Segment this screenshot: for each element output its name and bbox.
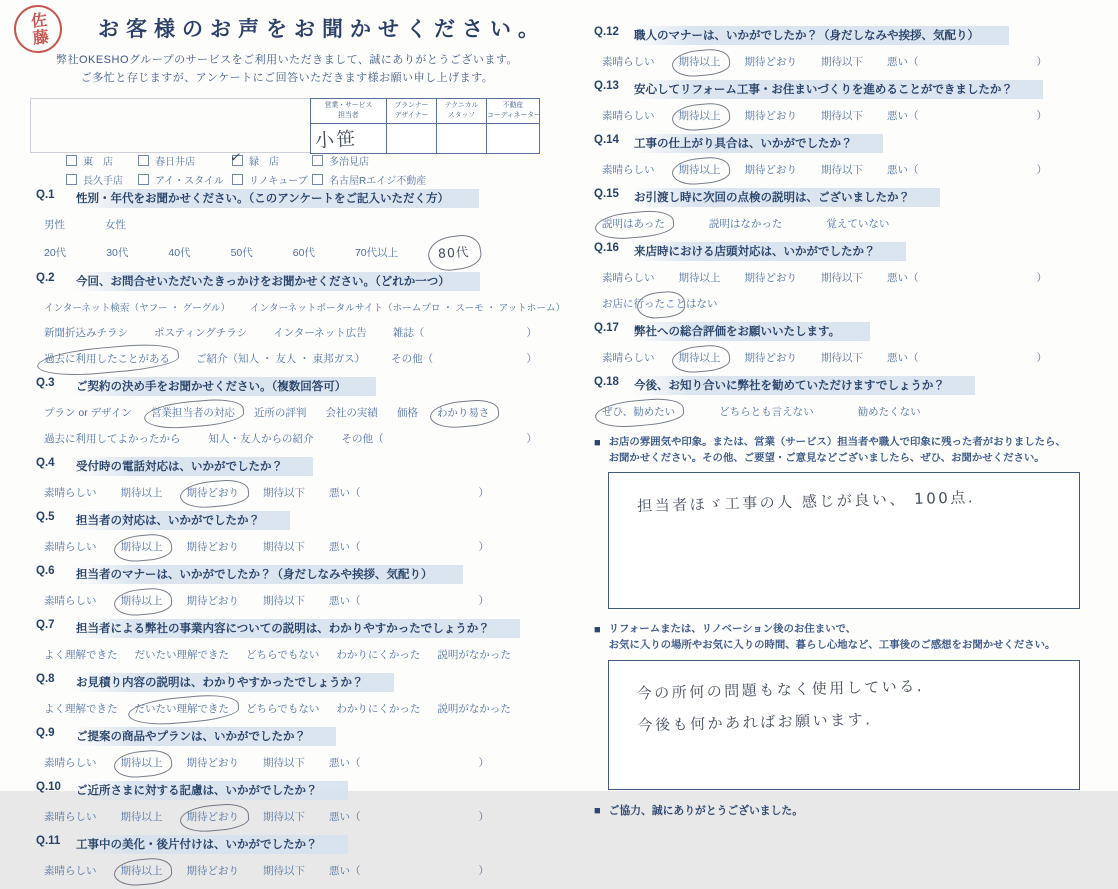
close-paren: ） [478,811,489,823]
option-label: わかりにくかった [336,649,421,661]
store-label: リノキューブ [249,176,308,187]
intro-line-1: 弊社OKESHOグループのサービスをご利用いただきまして、誠にありがとうございます。 [55,54,519,66]
question-heading [594,376,1099,395]
option-row [36,701,541,716]
handwritten-line: 担当者ほゞ工事の人 感じが良い、 100点. [636,488,976,516]
comment-box [608,472,1080,609]
question-heading [36,835,541,854]
question-title: 工事中の美化・後片付けは、いかがでしたか？ [74,835,348,854]
option-label: 女性 [105,219,126,231]
comment-prompt-line: お聞かせください。その他、ご要望・ご意見などございましたら、ぜひ、お聞かせください。 [608,453,1045,465]
close-paren: ） [478,865,489,877]
option-row [36,300,566,314]
question-block [36,835,541,878]
option-label: 期待どおり [186,541,239,553]
option-label: 説明はなかった [708,218,783,230]
close-paren: ） [526,433,537,445]
question-title: 受付時の電話対応は、いかがでしたか？ [74,457,313,476]
option-row [36,755,541,770]
option-label: 50代 [230,246,253,259]
option-label: 悪い（ [329,811,361,823]
store-checkbox [232,174,243,185]
question-number: Q.17 [594,322,619,334]
question-block [36,457,541,500]
question-block [36,272,566,366]
option-label: 期待どおり [744,352,797,364]
pen-circle-mark: 期待以上 [678,110,721,122]
question-block [36,565,541,608]
store-checkbox [138,174,149,185]
option-label: ご紹介（知人 ・ 友人 ・ 東邦ガス） [196,353,366,365]
option-label: 期待以上 [678,272,721,284]
option-row [594,296,1099,311]
store-option [312,172,426,187]
option-label: 悪い（ [887,110,919,122]
option-label: 40代 [168,246,191,259]
staff-header-line: 担当者 [338,112,359,120]
question-block [36,673,541,716]
pen-circle-mark: 期待以上 [678,56,721,68]
option-label: インターネット広告 [273,327,367,339]
option-label: 期待どおり [186,595,239,607]
question-number: Q.7 [36,619,55,631]
comment-prompt-lines [609,622,1056,654]
question-heading [594,242,1099,261]
option-label: 近所の評判 [253,407,307,419]
option-label: 期待以下 [821,110,863,122]
question-title: 今回、お問合せいただいたきっかけをお聞かせください。（どれか一つ） [74,272,480,291]
handwritten-staff-name: 小笹 [314,127,358,153]
question-block [594,188,1099,231]
question-number: Q.11 [36,835,61,847]
option-row [594,350,1099,365]
section-bullet: ■ [594,624,601,637]
option-row [594,270,1099,285]
staff-column-value [437,124,486,153]
pen-circle-mark: 期待以上 [120,595,163,607]
option-label: その他（ [341,433,384,445]
comment-prompt-line: お店の雰囲気や印象。または、営業（サービス）担当者や職人で印象に残った者がおりましたら、 [608,437,1066,448]
question-heading [36,565,541,584]
handwritten-comment [608,656,935,741]
question-heading [36,673,541,692]
pen-circle-mark: 80代 [437,244,470,261]
store-row [66,153,426,168]
option-row [36,351,541,366]
staff-column-header [311,99,386,124]
pen-circle-mark: ったこ [644,298,676,310]
question-block [594,80,1099,123]
option-label: 期待どおり [744,272,797,284]
staff-column-header [387,99,436,124]
pen-circle-mark: 過去に利用したことがある [44,353,170,365]
question-title: ご提案の商品やプランは、いかがでしたか？ [74,727,336,746]
option-label: 60代 [292,246,315,259]
staff-column-value [311,124,386,153]
staff-column-value [387,124,436,153]
question-block [36,619,541,662]
staff-column-header [437,99,486,124]
option-label: 素晴らしい [602,272,655,284]
option-label: 期待どおり [744,164,797,176]
option-label: 雑誌（ [392,327,425,339]
question-number: Q.3 [36,377,55,389]
store-label: 長久手店 [83,176,123,187]
close-paren: ） [1036,56,1047,68]
question-heading [36,457,541,476]
option-label: 期待以下 [821,352,863,364]
option-label: どちらでもない [246,703,320,715]
option-row [594,216,1099,231]
handwritten-line: 今後も何かあればお願います. [637,709,873,734]
question-number: Q.9 [36,727,55,739]
question-number: Q.2 [36,272,55,284]
option-label: 素晴らしい [44,811,97,823]
pen-circle-mark: ぜひ、勧めたい [602,406,676,418]
store-option [232,172,312,187]
option-label: 期待以上 [120,487,163,499]
question-number: Q.1 [36,189,55,201]
option-row [594,162,1099,177]
store-label: 緑 店 [249,157,279,168]
option-label: 悪い（ [329,595,361,607]
option-row [36,325,541,340]
question-title: お引渡し時に次回の点検の説明は、ございましたか？ [632,188,940,207]
store-option [138,172,232,187]
question-title: 安心してリフォーム工事・お住まいづくりを進めることができましたか？ [632,80,1043,99]
store-option [232,153,312,168]
close-paren: ） [1036,272,1047,284]
option-label: 期待どおり [186,757,239,769]
option-label: インターネットポータルサイト（ホームプロ ・ スーモ ・ アットホーム） [250,303,566,314]
question-heading [594,80,1099,99]
comment-prompt-lines [609,435,1066,467]
option-label: 期待以下 [263,595,305,607]
question-number: Q.5 [36,511,55,523]
option-label: 素晴らしい [44,541,97,553]
store-option [138,153,232,168]
comment-prompt [594,622,1099,654]
pen-circle-mark: 期待どおり [186,487,239,499]
store-label: 春日井店 [155,157,195,168]
option-label: 説明がなかった [437,703,511,715]
intro-line-2: ご多忙と存じますが、アンケートにご回答いただきます様お願い申し上げます。 [80,71,494,84]
option-label: 会社の実績 [325,407,378,419]
pen-circle-mark: 期待以上 [678,352,721,364]
question-heading [36,727,541,746]
store-checkbox [312,174,323,185]
staff-header-line: スタッフ [447,112,476,120]
pen-circle-mark: 期待以上 [120,541,163,553]
pen-circle-mark: 期待どおり [186,811,239,823]
close-paren: ） [478,757,489,769]
question-title: 弊社への総合評価をお願いいたします。 [632,322,870,341]
option-label: 悪い（ [887,352,919,364]
close-paren: ） [478,541,489,553]
handwritten-line: 今の所何の問題もなく使用している. [636,676,925,703]
option-label: 期待どおり [744,56,797,68]
option-label: だいたい理解できた [134,649,229,661]
option-label: 知人・友人からの紹介 [208,433,314,445]
option-label: インターネット検索（ヤフー ・ グーグル） [44,303,231,314]
option-label: 素晴らしい [44,865,97,877]
comment-prompt-line: お気に入りの場所やお気に入りの時間、暮らし心地など、工事後のご感想をお聞かせください。 [608,640,1056,652]
comment-section [594,622,1099,789]
question-number: Q.15 [594,188,619,200]
option-row [594,108,1099,123]
store-row [66,172,426,187]
option-row [36,809,541,824]
option-row [36,539,541,554]
hanko-stamp-seal: 佐藤 [12,3,65,56]
option-label: 悪い（ [887,56,919,68]
staff-column-header [487,99,539,124]
question-heading [36,781,541,800]
pen-circle-mark: だいたい理解できた [134,703,229,715]
close-paren: ） [1036,110,1047,122]
pen-circle-mark: 説明はあった [602,218,665,230]
option-row [594,404,1099,419]
option-label: 素晴らしい [602,352,655,364]
closing-text: ご協力、誠にありがとうございました。 [608,804,803,817]
store-checkbox [66,174,77,185]
option-row [36,647,541,662]
option-text: お店に行 [602,298,644,310]
option-label: どちらでもない [246,649,320,661]
option-label: 期待以下 [263,865,305,877]
question-block [594,376,1099,419]
option-label: 素晴らしい [44,595,97,607]
option-label: 男性 [44,219,65,231]
store-option [312,153,426,168]
question-number: Q.4 [36,457,55,469]
option-label: 価格 [396,407,418,419]
close-paren: ） [526,327,537,339]
option-label: 期待以下 [263,487,305,499]
option-row [36,405,541,420]
question-number: Q.12 [594,26,619,38]
option-label [602,296,718,311]
question-title: 担当者のマナーは、いかがでしたか？（身だしなみや挨拶、気配り） [74,565,463,584]
question-heading [36,189,541,208]
question-block [36,377,541,446]
option-label: 期待以下 [821,164,863,176]
handwritten-comment [608,468,985,523]
option-label: 悪い（ [329,757,361,769]
question-block [36,781,541,824]
store-option [66,172,138,187]
close-paren: ） [526,353,537,365]
option-label: 期待以下 [263,757,305,769]
question-heading [36,619,541,638]
close-paren: ） [1036,352,1047,364]
pen-circle-mark: 営業担当者の対応 [150,407,235,419]
question-block [36,511,541,554]
option-label: 期待以下 [821,272,863,284]
option-label: わかりにくかった [336,703,421,715]
close-paren: ） [478,595,489,607]
question-heading [36,272,541,291]
close-paren: ） [1036,164,1047,176]
store-checkbox [138,155,149,166]
staff-column [486,99,539,153]
question-number: Q.10 [36,781,61,793]
store-checkbox [66,155,77,166]
staff-column [386,99,436,153]
question-title: ご契約の決め手をお聞かせください。（複数回答可） [74,377,376,396]
store-label: 多治見店 [329,157,369,168]
question-number: Q.6 [36,565,55,577]
option-row [36,593,541,608]
option-label: よく理解できた [44,703,118,715]
option-label: 期待以上 [120,811,163,823]
question-block [594,242,1099,311]
option-label: 悪い（ [329,541,361,553]
question-block [36,189,541,261]
option-label: 素晴らしい [44,757,97,769]
staff-header-line: 営業・サービス [324,102,373,109]
question-block [594,134,1099,177]
option-row [36,217,541,232]
option-row [36,243,541,261]
option-label: 新聞折込みチラシ [44,327,128,339]
question-title: 今後、お知り合いに弊社を勧めていただけますでしょうか？ [632,376,975,395]
section-bullet: ■ [594,804,601,817]
option-label: 素晴らしい [602,164,655,176]
question-heading [594,188,1099,207]
staff-header-line: テクニカル [444,102,479,109]
option-row [36,431,541,446]
pen-circle-mark: わかり易さ [436,407,490,419]
comment-section [594,435,1099,609]
staff-column [436,99,486,153]
questions-column-left [36,189,566,889]
store-label: アイ・スタイル [155,176,224,187]
questions-right [594,26,1099,419]
store-option [66,153,138,168]
staff-column-value [487,124,539,153]
question-number: Q.8 [36,673,55,685]
pen-circle-mark: 期待以上 [678,164,721,176]
store-checkbox [312,155,323,166]
option-label: 期待以下 [263,541,305,553]
option-label: 悪い（ [887,272,919,284]
option-label: その他（ [391,353,434,365]
question-title: 性別・年代をお聞かせください。（このアンケートをご記入いただく方） [74,189,479,208]
question-heading [36,511,541,530]
option-label: 30代 [106,246,129,259]
option-label: 期待どおり [186,865,239,877]
question-number: Q.16 [594,242,619,254]
comment-box [608,660,1080,790]
option-label: 70代以上 [354,246,399,259]
question-title: 来店時における店頭対応は、いかがでしたか？ [632,242,906,261]
questions-column-right [594,26,1099,819]
question-title: 工事の仕上がり具合は、いかがでしたか？ [632,134,883,153]
option-label: 説明がなかった [437,649,511,661]
question-block [594,26,1099,69]
staff-header-line: デザイナー [394,112,429,120]
question-heading [594,134,1099,153]
store-checkbox-grid [66,153,426,191]
comment-prompt [594,435,1099,467]
option-row [594,54,1099,69]
store-checkbox-checked [232,155,243,166]
option-text: とはない [675,298,718,310]
option-label: 期待以下 [821,56,863,68]
staff-header-line: 不動産 [502,102,524,109]
option-label: 悪い（ [329,487,361,499]
question-heading [594,26,1099,45]
question-heading [594,322,1099,341]
question-title: 担当者による弊社の事業内容についての説明は、わかりやすかったでしょうか？ [74,619,520,638]
question-heading [36,377,541,396]
option-label: ポスティングチラシ [154,327,248,339]
pen-circle-mark: 期待以上 [120,865,163,877]
comment-sections [594,435,1099,790]
option-label: どちらとも言えない [719,406,814,418]
option-label: 素晴らしい [602,56,655,68]
store-label: 名古屋Rエイジ不動産 [329,176,427,187]
option-label: 勧めたくない [857,406,921,418]
question-title: 職人のマナーは、いかがでしたか？（身だしなみや挨拶、気配り） [632,26,1009,45]
option-label: 悪い（ [887,164,919,176]
option-row [36,863,541,878]
pen-circle-mark: 期待以上 [120,757,163,769]
question-number: Q.13 [594,80,619,92]
option-label: よく理解できた [44,649,118,661]
question-title: 担当者の対応は、いかがでしたか？ [74,511,290,530]
option-label: 覚えていない [826,218,890,230]
closing-note [594,803,1099,820]
page-title: お客様のお声をお聞かせください。 [98,18,546,41]
staff-header-line: プランナー [394,102,429,109]
question-title: ご近所さまに対する記慮は、いかがでしたか？ [74,781,348,800]
store-label: 東 店 [83,157,113,168]
option-label: 素晴らしい [44,487,97,499]
option-row [36,485,541,500]
option-label: 20代 [44,246,67,259]
comment-prompt-line: リフォームまたは、リノベーション後のお住まいで、 [608,624,857,636]
question-title: お見積り内容の説明は、わかりやすかったでしょうか？ [74,673,394,692]
option-label: 期待以下 [263,811,305,823]
staff-column [311,99,386,153]
option-label: 悪い（ [329,865,361,877]
option-label: プラン or デザイン [44,407,132,419]
option-label: 期待どおり [744,110,797,122]
close-paren: ） [478,487,489,499]
question-number: Q.14 [594,134,619,146]
question-block [594,322,1099,365]
staff-table [310,98,540,154]
question-block [36,727,541,770]
staff-header-line: コーディネーター [487,112,541,120]
section-bullet: ■ [594,437,601,449]
question-number: Q.18 [594,376,619,388]
option-label: 過去に利用してよかったから [44,433,181,445]
option-label: 素晴らしい [602,110,655,122]
intro-text [36,52,538,87]
